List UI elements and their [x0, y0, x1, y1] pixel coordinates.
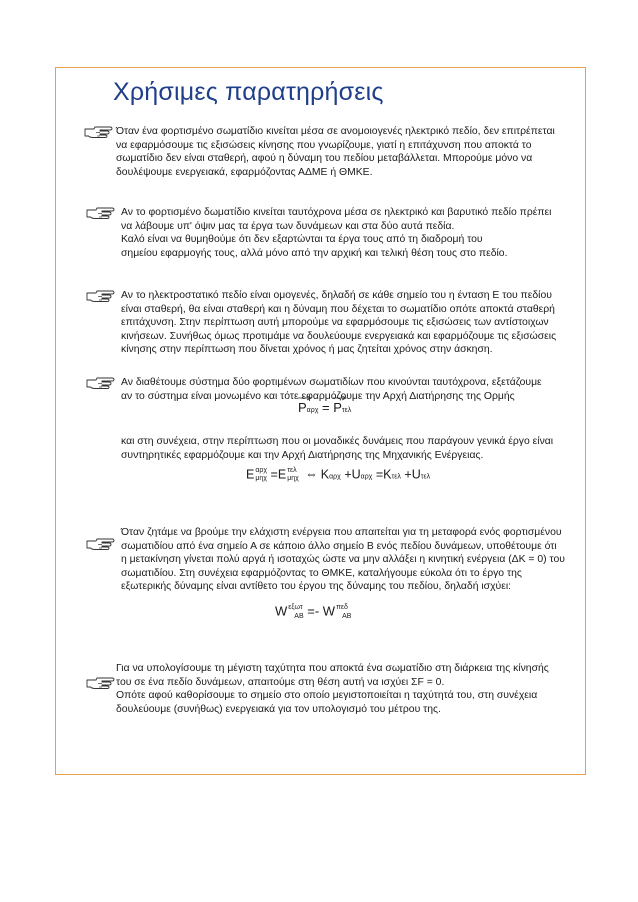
note-line: και στη συνέχεια, στην περίπτωση που οι μοναδικές δυνάμεις που παράγουν γενικά έργο είναι [121, 436, 554, 447]
work-subscript: AB [294, 613, 304, 620]
kinetic-subscript: τελ [391, 473, 401, 481]
work-superscript: εξωτ [288, 604, 303, 611]
energy-subscript: μηχ [287, 475, 299, 482]
work-subscript: AB [342, 613, 352, 620]
note-line: Αν το ηλεκτροστατικό πεδίο είναι ομογενές, δηλαδή σε κάθε σημείο του η ένταση Ε του πεδίου [121, 290, 552, 301]
note-line: Για να υπολογίσουμε τη μέγιστη ταχύτητα που αποκτά ένα σωματίδιο στη διάρκεια της κίνησής [116, 663, 549, 674]
note-line: σωματιδίου. Στη συνέχεια εφαρμόζοντας το ΘΜΚΕ, καταλήγουμε εύκολα ότι το έργο της [121, 567, 522, 579]
note-line: Καλό είναι να θυμηθούμε ότι δεν εξαρτώνται τα έργα τους από τη διαδρομή του [121, 234, 483, 246]
note-line: σημείου εφαρμογής τους, αλλά μόνο από την αρχική και τελική θέση τους στο πεδίο. [121, 247, 508, 259]
note-line: επιτάχυνση. Στην περίπτωση αυτή μπορούμε να εφαρμόσουμε τις εξισώσεις των αντίστοιχων [121, 317, 549, 329]
note-line: Αν το φορτισμένο δωματίδιο κινείται ταυτόχρονα μέσα σε ηλεκτρικό και βαρυτικό πεδίο πρέπει [121, 207, 552, 218]
equals-sign: = [270, 467, 278, 482]
equals-minus-sign: =- [307, 603, 320, 619]
note-5 [121, 526, 565, 594]
vector-arrow-icon [298, 395, 312, 401]
note-2 [121, 206, 551, 260]
work-symbol: W [322, 603, 336, 619]
energy-symbol: E [277, 467, 287, 482]
note-line: Όταν ζητάμε να βρούμε την ελάχιστη ενέργεια που απαιτείται για τη μεταφορά ενός φορτισμένου [121, 527, 562, 538]
pointing-hand-icon [84, 123, 114, 139]
note-line: συντηρητικές εφαρμόζουμε και την Αρχή Διατήρησης της Μηχανικής Ενέργειας. [121, 449, 484, 461]
work-symbol: W [275, 603, 288, 619]
note-line: δουλεύουμε (συνήθως) ενεργειακά για τον υπολογισμό του μέτρου της. [116, 703, 441, 715]
vector-arrow-icon [333, 395, 347, 401]
momentum-initial-symbol: P [298, 400, 307, 415]
note-line: σωματιδίου από ένα σημείο Α σε κάποιο άλλο σημείο Β ενός πεδίου δυνάμεων, υποθέτουμε ότι [121, 540, 557, 552]
energy-symbol: E [246, 467, 255, 482]
plus-sign: + [344, 467, 352, 482]
pointing-hand-icon [86, 287, 116, 303]
note-line: σωματίδιο δεν είναι σταθερή, αφού η δύναμη του πεδίου μεταβάλλεται. Μπορούμε μόνο να [116, 153, 533, 165]
note-line: αν το σύστημα είναι μονωμένο και τότε εφαρμόζουμε την Αρχή Διατήρησης της Ορμής [121, 390, 515, 402]
note-6 [116, 662, 549, 716]
pointing-hand-icon [86, 204, 116, 220]
note-line: κινήσεων. Συνήθως όμως προτιμάμε να δουλεύουμε ενεργειακά και εφαρμόζουμε τις εξισώσεις [121, 330, 557, 342]
note-line: εξωτερικής δύναμης είναι αντίθετο του έργου της δύναμης του πεδίου, δηλαδή ισχύει: [121, 581, 512, 593]
note-3 [121, 289, 556, 357]
page-title: Χρήσιμες παρατηρήσεις [113, 78, 384, 106]
note-line: του σε ένα πεδίο δυνάμεων, απαιτούμε στη θέση αυτή να ισχύει ΣF = 0. [116, 676, 445, 688]
energy-subscript: μηχ [255, 475, 267, 482]
kinetic-symbol: K [383, 467, 392, 482]
pointing-hand-icon [86, 535, 116, 551]
note-line: Όταν ένα φορτισμένο σωματίδιο κινείται μέσα σε ανομοιογενές ηλεκτρικό πεδίο, δεν επιτρέπεται [116, 126, 555, 137]
note-line: Αν διαθέτουμε σύστημα δύο φορτιμένων σωματιδίων που κινούνται ταυτόχρονα, εξετάζουμε [121, 377, 542, 388]
potential-symbol: U [351, 467, 361, 482]
momentum-final-subscript: τελ [341, 407, 352, 414]
plus-sign: + [404, 467, 412, 482]
kinetic-subscript: αρχ [329, 473, 341, 481]
note-line: η μετακίνηση γίνεται πολύ αργά ή ισοταχώς ώστε να μην αλλάξει η κινητική ενέργεια (ΔΚ = 0) του [121, 554, 565, 566]
momentum-formula [298, 400, 351, 415]
note-line: κίνησης στην περίπτωση που δίνεται χρόνος ή μας ζητείται χρόνος στην άσκηση. [121, 344, 493, 356]
note-line: να λάβουμε υπ' όψιν μας τα έργα των δυνάμεων και στα δύο αυτά πεδία. [121, 220, 455, 232]
note-4-continued [121, 435, 553, 462]
pointing-hand-icon [86, 374, 116, 390]
note-1 [116, 125, 555, 179]
note-line: να εφαρμόσουμε τις εξισώσεις κίνησης που γνωρίζουμε, γιατί η επιτάχυνση που αποκτά το [116, 139, 532, 151]
equivalence-sign: ⇔ [305, 467, 318, 482]
potential-subscript: τελ [420, 473, 431, 481]
work-formula [275, 603, 351, 621]
potential-symbol: U [411, 467, 421, 482]
potential-subscript: αρχ [360, 473, 373, 481]
energy-superscript: αρχ [255, 467, 268, 474]
momentum-initial-subscript: αρχ [306, 407, 319, 414]
note-line: είναι σταθερή, θα είναι σταθερή και η δύναμη που δέχεται το σωματίδιο οπότε αποκτά σταθερή [121, 303, 555, 315]
energy-formula [246, 467, 430, 483]
energy-superscript: τελ [287, 467, 297, 474]
kinetic-symbol: K [320, 467, 330, 482]
pointing-hand-icon [86, 674, 116, 690]
equals-sign: = [322, 400, 330, 415]
note-line: δουλέψουμε ενεργειακά, εφαρμόζοντας ΑΔΜΕ ή ΘΜΚΕ. [116, 166, 373, 178]
momentum-final-symbol: P [333, 400, 342, 415]
note-line: Οπότε αφού καθορίσουμε το σημείο στο οποίο μεγιστοποιείται η ταχύτητά του, στη συνέχεια [116, 690, 538, 702]
equals-sign: = [375, 467, 384, 482]
work-superscript: πεδ [336, 604, 348, 611]
